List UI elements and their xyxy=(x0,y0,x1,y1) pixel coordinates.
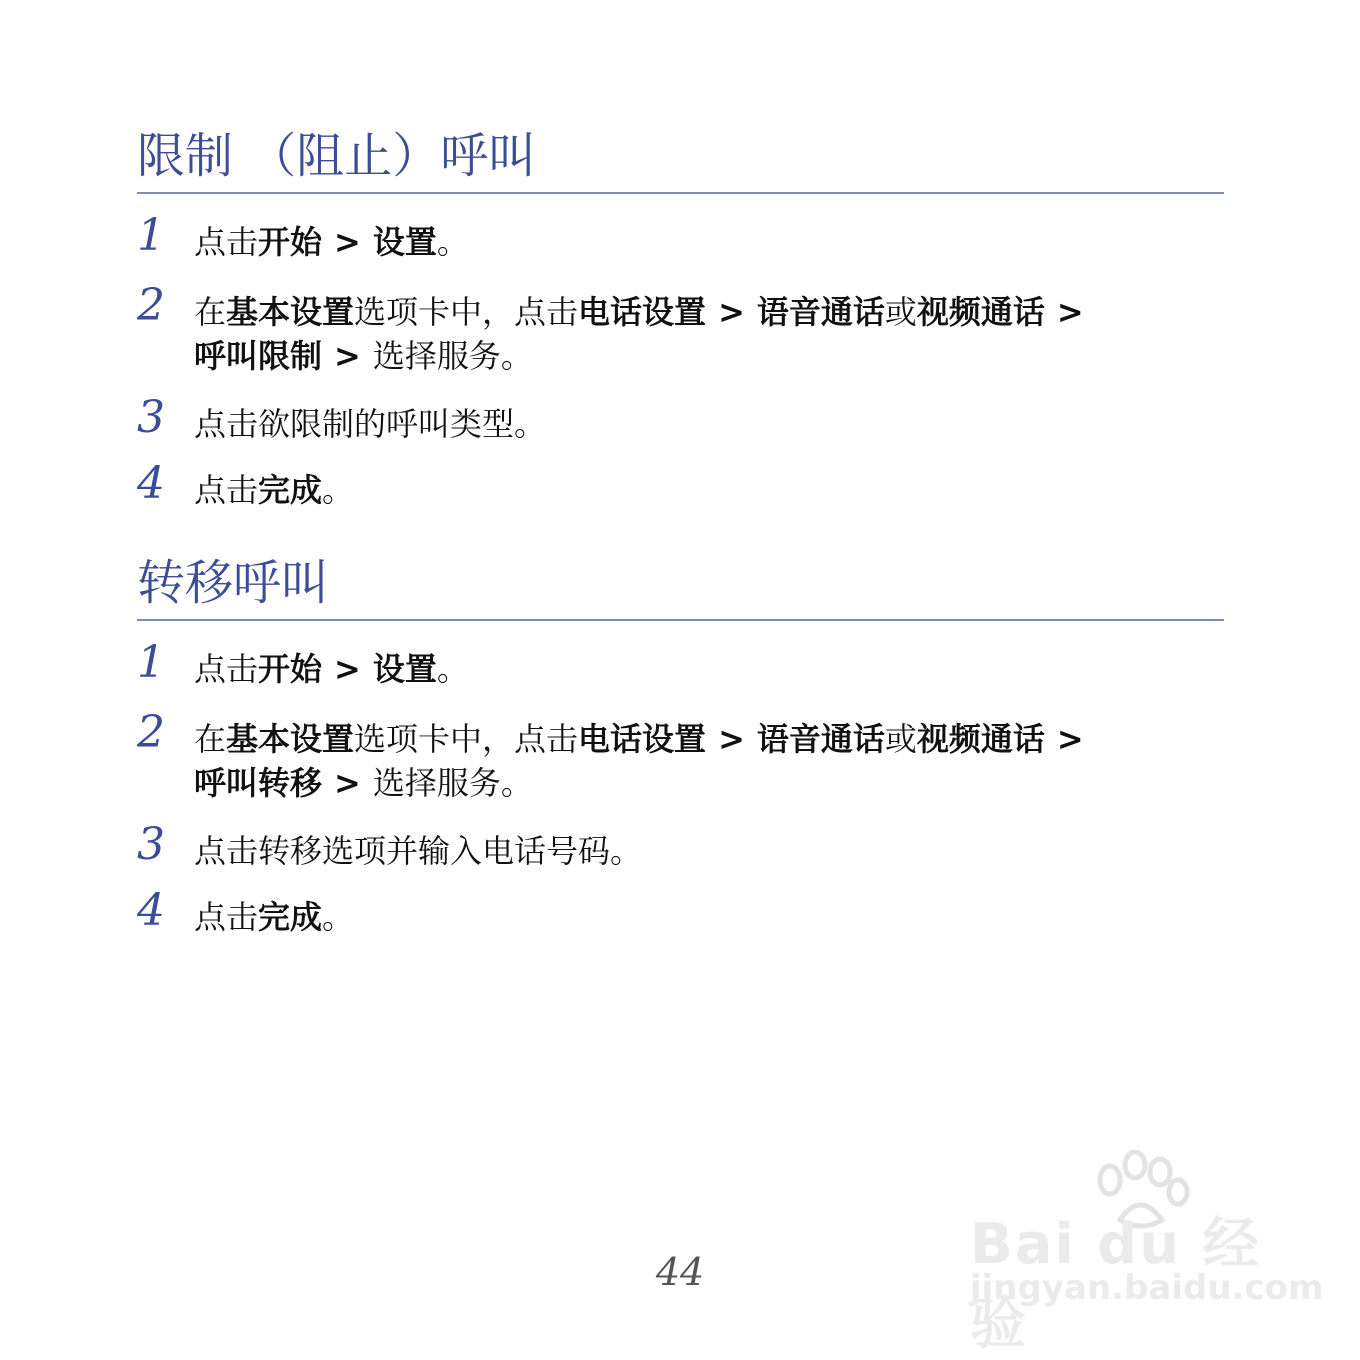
watermark-brand: Bai du 经验 xyxy=(970,1212,1261,1357)
menu-call-barring: 呼叫限制 xyxy=(194,337,323,375)
menu-start: 开始 xyxy=(258,223,323,261)
step-text: 点击 xyxy=(194,471,259,509)
section-forward-calls xyxy=(137,553,1224,936)
menu-phone-settings: 电话设置 xyxy=(578,293,707,331)
step-number: 1 xyxy=(137,637,165,688)
menu-voice-call: 语音通话 xyxy=(756,293,885,331)
list-item xyxy=(137,458,355,512)
step-text: 选项卡中，点击 xyxy=(354,720,579,758)
page-number: 44 xyxy=(655,1250,705,1294)
menu-video-call: 视频通话 xyxy=(916,293,1045,331)
step-text: 点击 xyxy=(194,898,259,936)
list-item xyxy=(137,637,469,691)
step-text: 选项卡中，点击 xyxy=(354,293,579,331)
separator: > xyxy=(1056,720,1084,758)
punctuation: 。 xyxy=(436,650,469,688)
step-number: 1 xyxy=(137,210,165,261)
menu-phone-settings: 电话设置 xyxy=(578,720,707,758)
separator: > xyxy=(334,223,361,261)
step-number: 3 xyxy=(137,819,165,870)
separator: > xyxy=(334,764,361,802)
step-text: 在 xyxy=(194,293,227,331)
punctuation: 。 xyxy=(322,898,355,936)
step-text: 或 xyxy=(884,293,917,331)
menu-call-forwarding: 呼叫转移 xyxy=(194,764,323,802)
list-item xyxy=(137,707,1234,805)
separator: > xyxy=(334,650,361,688)
list-item xyxy=(137,819,643,873)
step-text: 选择服务。 xyxy=(372,764,533,802)
step-number: 4 xyxy=(137,458,165,509)
step-text: 选择服务。 xyxy=(372,337,533,375)
list-item xyxy=(137,210,469,264)
title-underline xyxy=(137,192,1224,194)
step-text: 点击欲限制的呼叫类型。 xyxy=(194,405,547,443)
step-number: 4 xyxy=(137,885,165,936)
menu-video-call: 视频通话 xyxy=(916,720,1045,758)
step-text: 在 xyxy=(194,720,227,758)
separator: > xyxy=(718,720,745,758)
punctuation: 。 xyxy=(436,223,469,261)
baidu-watermark xyxy=(960,1150,1324,1357)
separator: > xyxy=(1056,293,1084,331)
step-text: 点击转移选项并输入电话号码。 xyxy=(194,832,643,870)
step-number: 3 xyxy=(137,392,165,443)
section-restrict-calls xyxy=(137,126,1224,509)
menu-start: 开始 xyxy=(258,650,323,688)
watermark-url: jingyan.baidu.com xyxy=(970,1268,1324,1308)
separator: > xyxy=(334,337,361,375)
section-title: 限制 （阻止）呼叫 xyxy=(137,128,537,184)
tab-basic-settings: 基本设置 xyxy=(226,720,355,758)
list-item xyxy=(137,280,1234,378)
menu-settings: 设置 xyxy=(372,650,437,688)
button-done: 完成 xyxy=(258,898,323,936)
list-item xyxy=(137,392,547,446)
step-text: 或 xyxy=(884,720,917,758)
menu-voice-call: 语音通话 xyxy=(756,720,885,758)
punctuation: 。 xyxy=(322,471,355,509)
button-done: 完成 xyxy=(258,471,323,509)
menu-settings: 设置 xyxy=(372,223,437,261)
tab-basic-settings: 基本设置 xyxy=(226,293,355,331)
step-number: 2 xyxy=(137,707,165,758)
step-number: 2 xyxy=(137,280,165,331)
step-text: 点击 xyxy=(194,223,259,261)
title-underline xyxy=(137,619,1224,621)
list-item xyxy=(137,885,355,939)
step-text: 点击 xyxy=(194,650,259,688)
separator: > xyxy=(718,293,745,331)
section-title: 转移呼叫 xyxy=(137,555,330,611)
